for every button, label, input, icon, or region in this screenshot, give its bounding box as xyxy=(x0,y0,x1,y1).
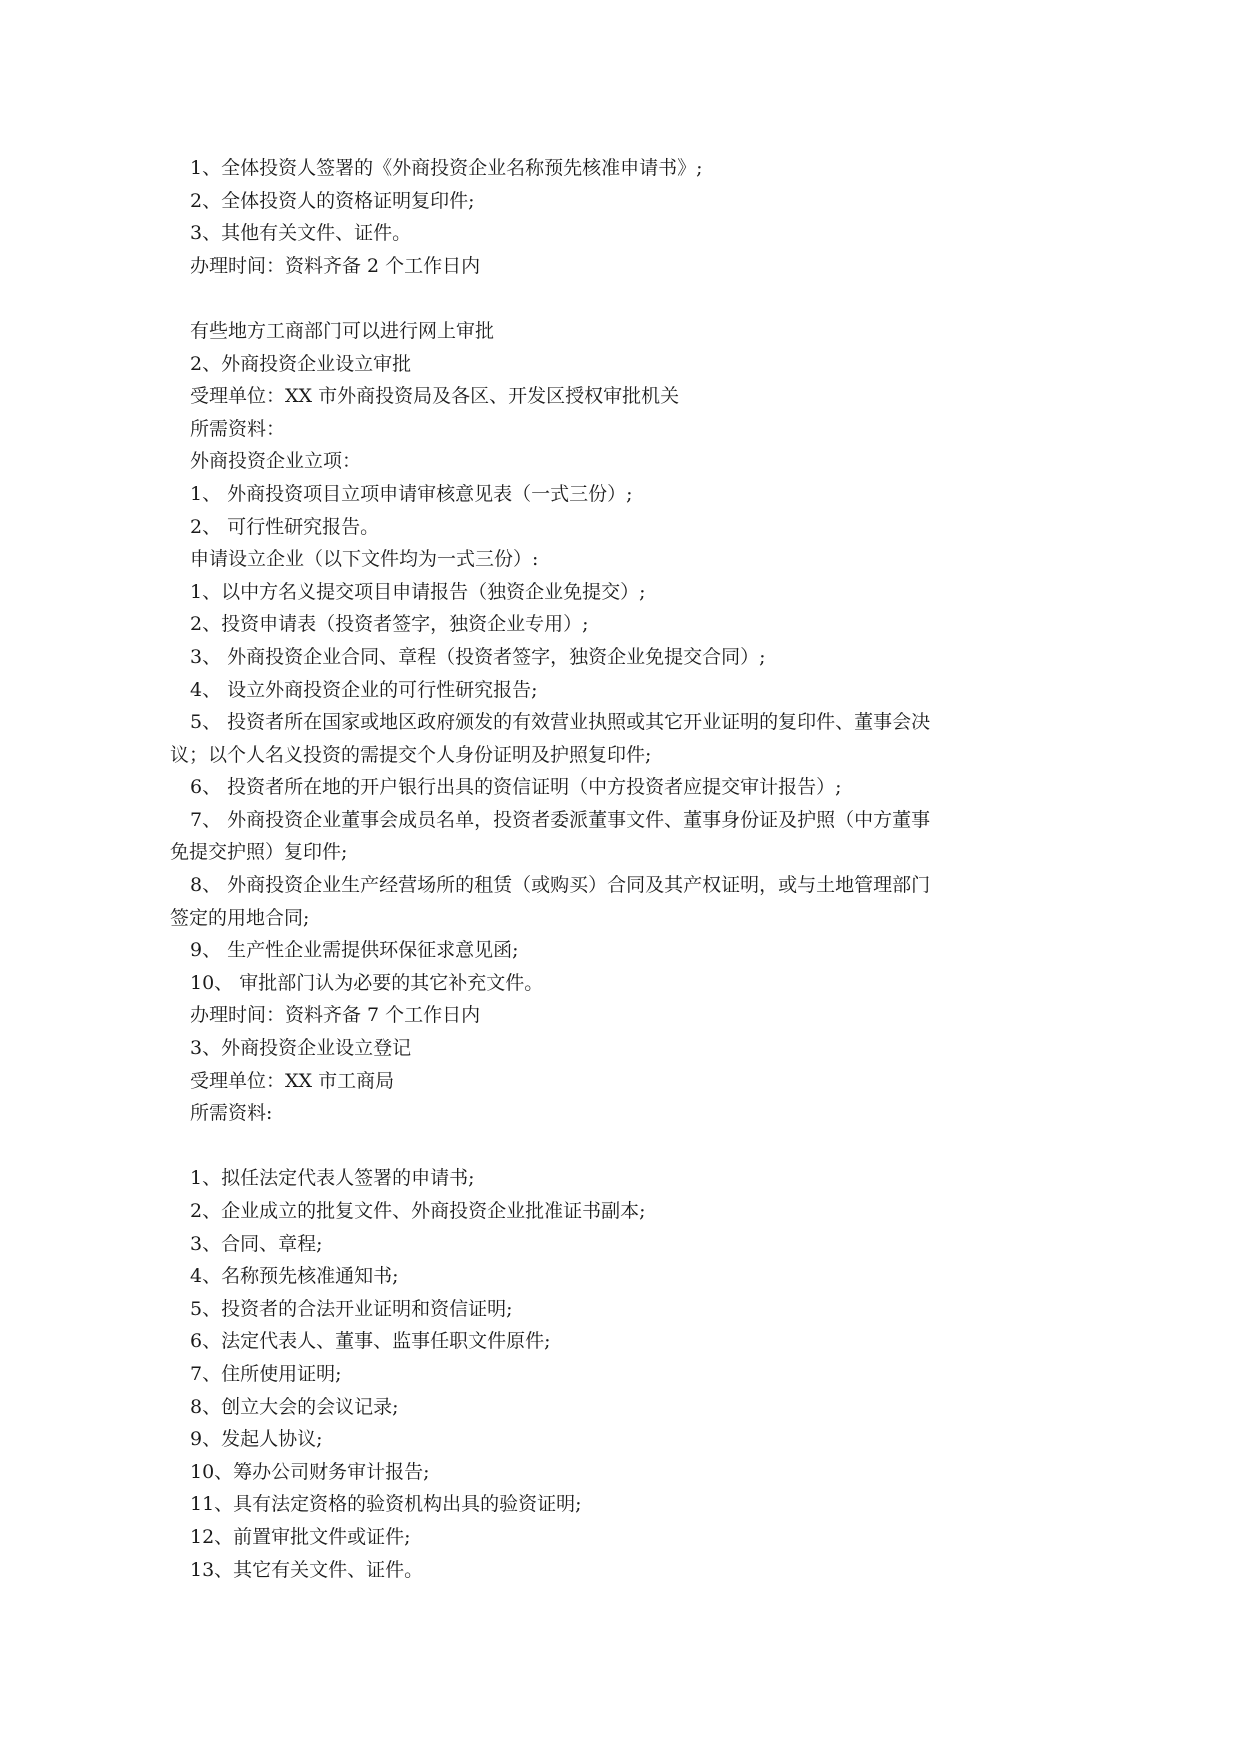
text-line: 10、筹办公司财务审计报告; xyxy=(190,1460,430,1483)
text-line: 10、 审批部门认为必要的其它补充文件。 xyxy=(190,971,544,994)
text-line: 2、企业成立的批复文件、外商投资企业批准证书副本; xyxy=(190,1200,646,1222)
text-line: 1、以中方名义提交项目申请报告（独资企业免提交）; xyxy=(190,580,646,603)
paragraph-first-line: 5、 投资者所在国家或地区政府颁发的有效营业执照或其它开业证明的复印件、董事会决 xyxy=(190,711,931,734)
text-line: 4、 设立外商投资企业的可行性研究报告; xyxy=(190,678,538,701)
wrapped-paragraph xyxy=(170,869,1070,934)
text-line: 2、全体投资人的资格证明复印件; xyxy=(190,189,475,212)
text-line: 外商投资企业立项： xyxy=(190,450,362,473)
text-line: 1、拟任法定代表人签署的申请书; xyxy=(190,1167,475,1190)
text-line: 8、创立大会的会议记录; xyxy=(190,1395,399,1418)
paragraph-continuation-line: 签定的用地合同; xyxy=(170,906,310,929)
text-line: 13、其它有关文件、证件。 xyxy=(190,1558,424,1581)
text-line: 7、住所使用证明; xyxy=(190,1362,342,1385)
text-line: 1、 外商投资项目立项申请审核意见表（一式三份）; xyxy=(190,482,633,505)
text-line: 3、其他有关文件、证件。 xyxy=(190,222,412,245)
text-line: 有些地方工商部门可以进行网上审批 xyxy=(190,319,495,342)
wrapped-paragraph xyxy=(170,804,1070,869)
paragraph-first-line: 8、 外商投资企业生产经营场所的租赁（或购买）合同及其产权证明，或与土地管理部门 xyxy=(190,874,931,897)
paragraph-continuation-line: 免提交护照）复印件; xyxy=(170,841,348,864)
blank-line xyxy=(190,282,1070,315)
text-line: 所需资料： xyxy=(190,417,286,440)
text-line: 3、 外商投资企业合同、章程（投资者签字，独资企业免提交合同）; xyxy=(190,645,766,668)
text-line: 3、合同、章程; xyxy=(190,1232,323,1255)
text-line: 2、 可行性研究报告。 xyxy=(190,515,380,538)
text-line: 所需资料: xyxy=(190,1102,273,1125)
text-line: 受理单位：XX 市外商投资局及各区、开发区授权审批机关 xyxy=(190,385,680,408)
blank-line xyxy=(190,1130,1070,1163)
text-line: 办理时间：资料齐备 7 个工作日内 xyxy=(190,1004,481,1027)
paragraph-first-line: 7、 外商投资企业董事会成员名单，投资者委派董事文件、董事身份证及护照（中方董事 xyxy=(190,808,931,831)
text-line: 9、 生产性企业需提供环保征求意见函; xyxy=(190,939,519,962)
text-line: 6、法定代表人、董事、监事任职文件原件; xyxy=(190,1330,551,1353)
text-line: 6、 投资者所在地的开户银行出具的资信证明（中方投资者应提交审计报告）; xyxy=(190,776,842,799)
text-line: 申请设立企业（以下文件均为一式三份）: xyxy=(190,548,539,571)
wrapped-paragraph xyxy=(170,706,1070,771)
document-body xyxy=(170,152,1070,1586)
text-line: 2、外商投资企业设立审批 xyxy=(190,352,412,375)
text-line: 11、具有法定资格的验资机构出具的验资证明; xyxy=(190,1493,582,1516)
text-line: 12、前置审批文件或证件; xyxy=(190,1525,411,1548)
paragraph-continuation-line: 议；以个人名义投资的需提交个人身份证明及护照复印件; xyxy=(170,743,652,766)
text-line: 办理时间：资料齐备 2 个工作日内 xyxy=(190,254,481,277)
text-line: 9、发起人协议; xyxy=(190,1428,323,1451)
text-line: 4、名称预先核准通知书; xyxy=(190,1265,399,1288)
text-line: 1、全体投资人签署的《外商投资企业名称预先核准申请书》; xyxy=(190,157,703,179)
text-line: 3、外商投资企业设立登记 xyxy=(190,1037,412,1060)
text-line: 5、投资者的合法开业证明和资信证明; xyxy=(190,1297,513,1320)
text-line: 受理单位：XX 市工商局 xyxy=(190,1069,395,1092)
text-line: 2、投资申请表（投资者签字，独资企业专用）; xyxy=(190,613,589,636)
